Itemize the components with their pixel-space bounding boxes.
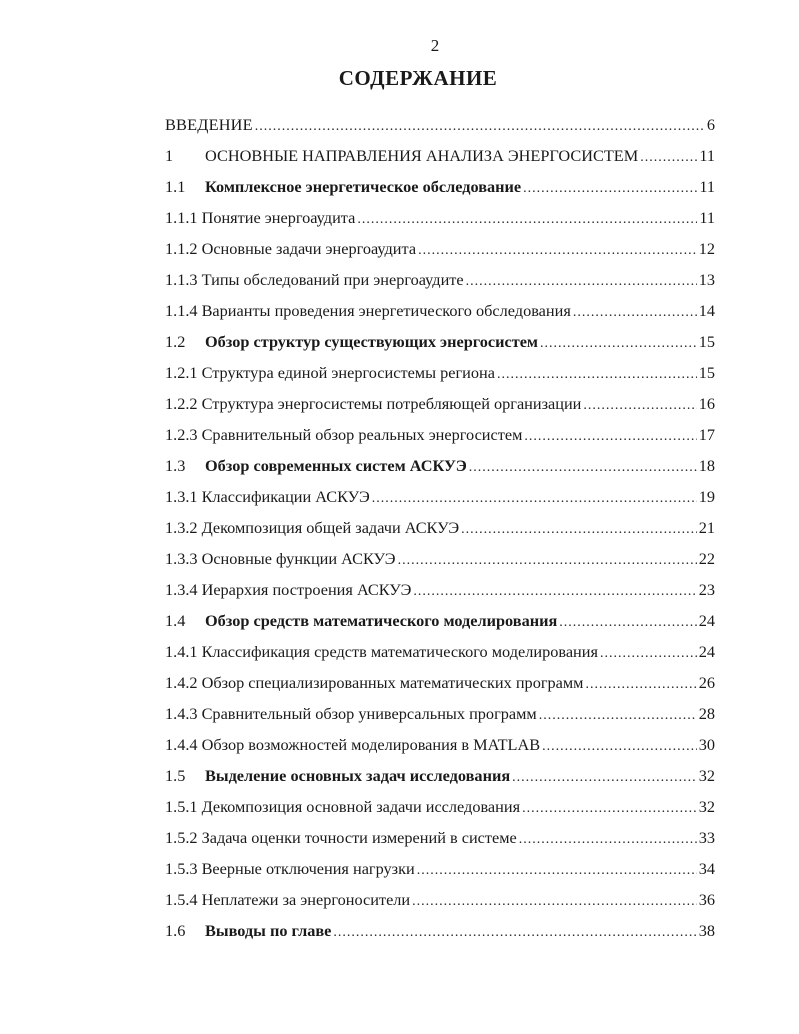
toc-entry-number: 1 bbox=[165, 146, 174, 165]
toc-dot-leader bbox=[542, 731, 697, 762]
table-of-contents bbox=[165, 109, 715, 946]
toc-entry bbox=[165, 636, 715, 667]
toc-entry-page: 38 bbox=[698, 921, 715, 940]
toc-entry-number: 1.2.1 bbox=[165, 363, 198, 382]
toc-dot-leader bbox=[413, 576, 696, 607]
toc-dot-leader bbox=[519, 824, 697, 855]
toc-entry bbox=[165, 698, 715, 729]
toc-entry-page: 22 bbox=[698, 549, 715, 568]
toc-entry bbox=[165, 140, 715, 171]
toc-entry-page: 33 bbox=[698, 828, 715, 847]
toc-entry-number: 1.1.1 bbox=[165, 208, 198, 227]
toc-entry bbox=[165, 202, 715, 233]
toc-entry bbox=[165, 419, 715, 450]
toc-entry-number: 1.3.4 bbox=[165, 580, 198, 599]
toc-entry-title: Варианты проведения энергетического обследования bbox=[201, 301, 571, 320]
toc-entry-number: 1.5.2 bbox=[165, 828, 198, 847]
toc-entry-page: 24 bbox=[698, 642, 715, 661]
toc-entry-number: 1.3.3 bbox=[165, 549, 198, 568]
toc-entry bbox=[165, 667, 715, 698]
toc-entry-title: Обзор средств математического моделирования bbox=[205, 611, 558, 630]
page-number: 2 bbox=[430, 36, 440, 55]
toc-entry-number: 1.2.3 bbox=[165, 425, 198, 444]
toc-dot-leader bbox=[573, 297, 697, 328]
toc-entry-title: Комплексное энергетическое обследование bbox=[205, 177, 522, 196]
toc-entry-page: 11 bbox=[699, 146, 715, 165]
toc-entry-title: Классификации АСКУЭ bbox=[201, 487, 370, 506]
toc-entry-page: 6 bbox=[706, 115, 715, 134]
toc-entry-number: 1.1 bbox=[165, 177, 186, 196]
toc-dot-leader bbox=[461, 514, 697, 545]
toc-entry bbox=[165, 729, 715, 760]
toc-entry-number: 1.3.1 bbox=[165, 487, 198, 506]
toc-entry bbox=[165, 326, 715, 357]
toc-dot-leader bbox=[583, 390, 696, 421]
toc-entry-page: 21 bbox=[698, 518, 715, 537]
toc-entry-title: Иерархия построения АСКУЭ bbox=[201, 580, 412, 599]
toc-entry-number: 1.5 bbox=[165, 766, 186, 785]
toc-entry-number: 1.4.3 bbox=[165, 704, 198, 723]
toc-dot-leader bbox=[357, 204, 697, 235]
toc-entry-page: 32 bbox=[698, 766, 715, 785]
toc-entry-title: Обзор современных систем АСКУЭ bbox=[205, 456, 467, 475]
toc-entry bbox=[165, 295, 715, 326]
toc-entry-number: 1.1.2 bbox=[165, 239, 198, 258]
toc-entry-title: Неплатежи за энергоносители bbox=[201, 890, 411, 909]
toc-entry-title: Обзор специализированных математических программ bbox=[201, 673, 584, 692]
toc-entry-title: Структура энергосистемы потребляющей организации bbox=[201, 394, 582, 413]
toc-entry-page: 15 bbox=[698, 363, 715, 382]
toc-dot-leader bbox=[524, 421, 696, 452]
toc-entry bbox=[165, 512, 715, 543]
toc-dot-leader bbox=[372, 483, 697, 514]
toc-dot-leader bbox=[469, 452, 697, 483]
toc-entry bbox=[165, 543, 715, 574]
toc-entry bbox=[165, 109, 715, 140]
toc-entry-title: Декомпозиция общей задачи АСКУЭ bbox=[201, 518, 460, 537]
toc-entry bbox=[165, 450, 715, 481]
toc-entry-number: 1.4 bbox=[165, 611, 186, 630]
toc-entry-page: 13 bbox=[698, 270, 715, 289]
toc-entry bbox=[165, 233, 715, 264]
toc-entry-title: Декомпозиция основной задачи исследования bbox=[201, 797, 521, 816]
toc-entry-page: 11 bbox=[699, 177, 715, 196]
toc-entry-page: 16 bbox=[698, 394, 715, 413]
toc-entry-page: 14 bbox=[698, 301, 715, 320]
toc-entry-number: 1.6 bbox=[165, 921, 186, 940]
toc-entry-number: 1.3 bbox=[165, 456, 186, 475]
toc-entry bbox=[165, 171, 715, 202]
toc-entry-number: 1.2.2 bbox=[165, 394, 198, 413]
toc-dot-leader bbox=[497, 359, 697, 390]
toc-dot-leader bbox=[585, 669, 696, 700]
toc-entry-title: Основные задачи энергоаудита bbox=[201, 239, 417, 258]
toc-entry-title: ОСНОВНЫЕ НАПРАВЛЕНИЯ АНАЛИЗА ЭНЕРГОСИСТЕМ bbox=[205, 146, 639, 165]
toc-dot-leader bbox=[522, 793, 697, 824]
toc-dot-leader bbox=[398, 545, 697, 576]
toc-entry-number: 1.5.4 bbox=[165, 890, 198, 909]
toc-entry-page: 32 bbox=[698, 797, 715, 816]
toc-entry bbox=[165, 853, 715, 884]
toc-dot-leader bbox=[559, 607, 696, 638]
toc-entry-title: Типы обследований при энергоаудите bbox=[201, 270, 464, 289]
toc-entry-title: Понятие энергоаудита bbox=[201, 208, 356, 227]
toc-entry-number: 1.5.1 bbox=[165, 797, 198, 816]
toc-entry bbox=[165, 884, 715, 915]
toc-dot-leader bbox=[333, 917, 696, 948]
toc-entry-title: Структура единой энергосистемы региона bbox=[201, 363, 495, 382]
toc-dot-leader bbox=[255, 111, 705, 142]
toc-dot-leader bbox=[512, 762, 697, 793]
toc-entry-page: 36 bbox=[698, 890, 715, 909]
toc-dot-leader bbox=[523, 173, 697, 204]
toc-entry-page: 18 bbox=[698, 456, 715, 475]
toc-entry-title: Обзор структур существующих энергосистем bbox=[205, 332, 539, 351]
toc-entry-page: 26 bbox=[698, 673, 715, 692]
toc-entry bbox=[165, 388, 715, 419]
toc-dot-leader bbox=[417, 855, 697, 886]
toc-entry bbox=[165, 915, 715, 946]
page-title: СОДЕРЖАНИЕ bbox=[338, 66, 498, 90]
toc-entry-title: Сравнительный обзор универсальных программ bbox=[201, 704, 537, 723]
toc-entry-number: 1.4.1 bbox=[165, 642, 198, 661]
toc-entry-number: 1.4.4 bbox=[165, 735, 198, 754]
toc-entry-title: Выводы по главе bbox=[205, 921, 332, 940]
toc-entry-page: 19 bbox=[698, 487, 715, 506]
toc-entry-number: 1.3.2 bbox=[165, 518, 198, 537]
toc-entry-page: 11 bbox=[699, 208, 715, 227]
toc-dot-leader bbox=[412, 886, 697, 917]
toc-entry bbox=[165, 791, 715, 822]
toc-dot-leader bbox=[466, 266, 697, 297]
toc-entry-page: 23 bbox=[698, 580, 715, 599]
toc-entry-page: 34 bbox=[698, 859, 715, 878]
toc-dot-leader bbox=[540, 328, 697, 359]
toc-entry-number: 1.4.2 bbox=[165, 673, 198, 692]
toc-dot-leader bbox=[600, 638, 697, 669]
toc-entry bbox=[165, 760, 715, 791]
toc-entry-title: Классификация средств математического моделирования bbox=[201, 642, 598, 661]
toc-entry-title: Сравнительный обзор реальных энергосистем bbox=[201, 425, 523, 444]
toc-entry-number: 1.1.3 bbox=[165, 270, 198, 289]
toc-dot-leader bbox=[640, 142, 697, 173]
toc-dot-leader bbox=[418, 235, 697, 266]
toc-entry-page: 12 bbox=[698, 239, 715, 258]
toc-entry-number: 1.2 bbox=[165, 332, 186, 351]
toc-entry bbox=[165, 574, 715, 605]
toc-entry-title: Веерные отключения нагрузки bbox=[201, 859, 415, 878]
toc-entry-page: 15 bbox=[698, 332, 715, 351]
toc-entry bbox=[165, 264, 715, 295]
toc-entry-title: Обзор возможностей моделирования в MATLAB bbox=[201, 735, 541, 754]
toc-entry-number: 1.1.4 bbox=[165, 301, 198, 320]
toc-entry bbox=[165, 357, 715, 388]
toc-entry-page: 24 bbox=[698, 611, 715, 630]
toc-entry-page: 28 bbox=[698, 704, 715, 723]
toc-dot-leader bbox=[539, 700, 697, 731]
toc-entry bbox=[165, 481, 715, 512]
toc-entry-number: 1.5.3 bbox=[165, 859, 198, 878]
toc-entry-title: Задача оценки точности измерений в системе bbox=[201, 828, 517, 847]
toc-entry-title: Основные функции АСКУЭ bbox=[201, 549, 396, 568]
toc-entry bbox=[165, 822, 715, 853]
toc-entry-title: ВВЕДЕНИЕ bbox=[165, 115, 253, 134]
toc-entry-title: Выделение основных задач исследования bbox=[205, 766, 511, 785]
toc-entry-page: 17 bbox=[698, 425, 715, 444]
toc-entry-page: 30 bbox=[698, 735, 715, 754]
toc-entry bbox=[165, 605, 715, 636]
